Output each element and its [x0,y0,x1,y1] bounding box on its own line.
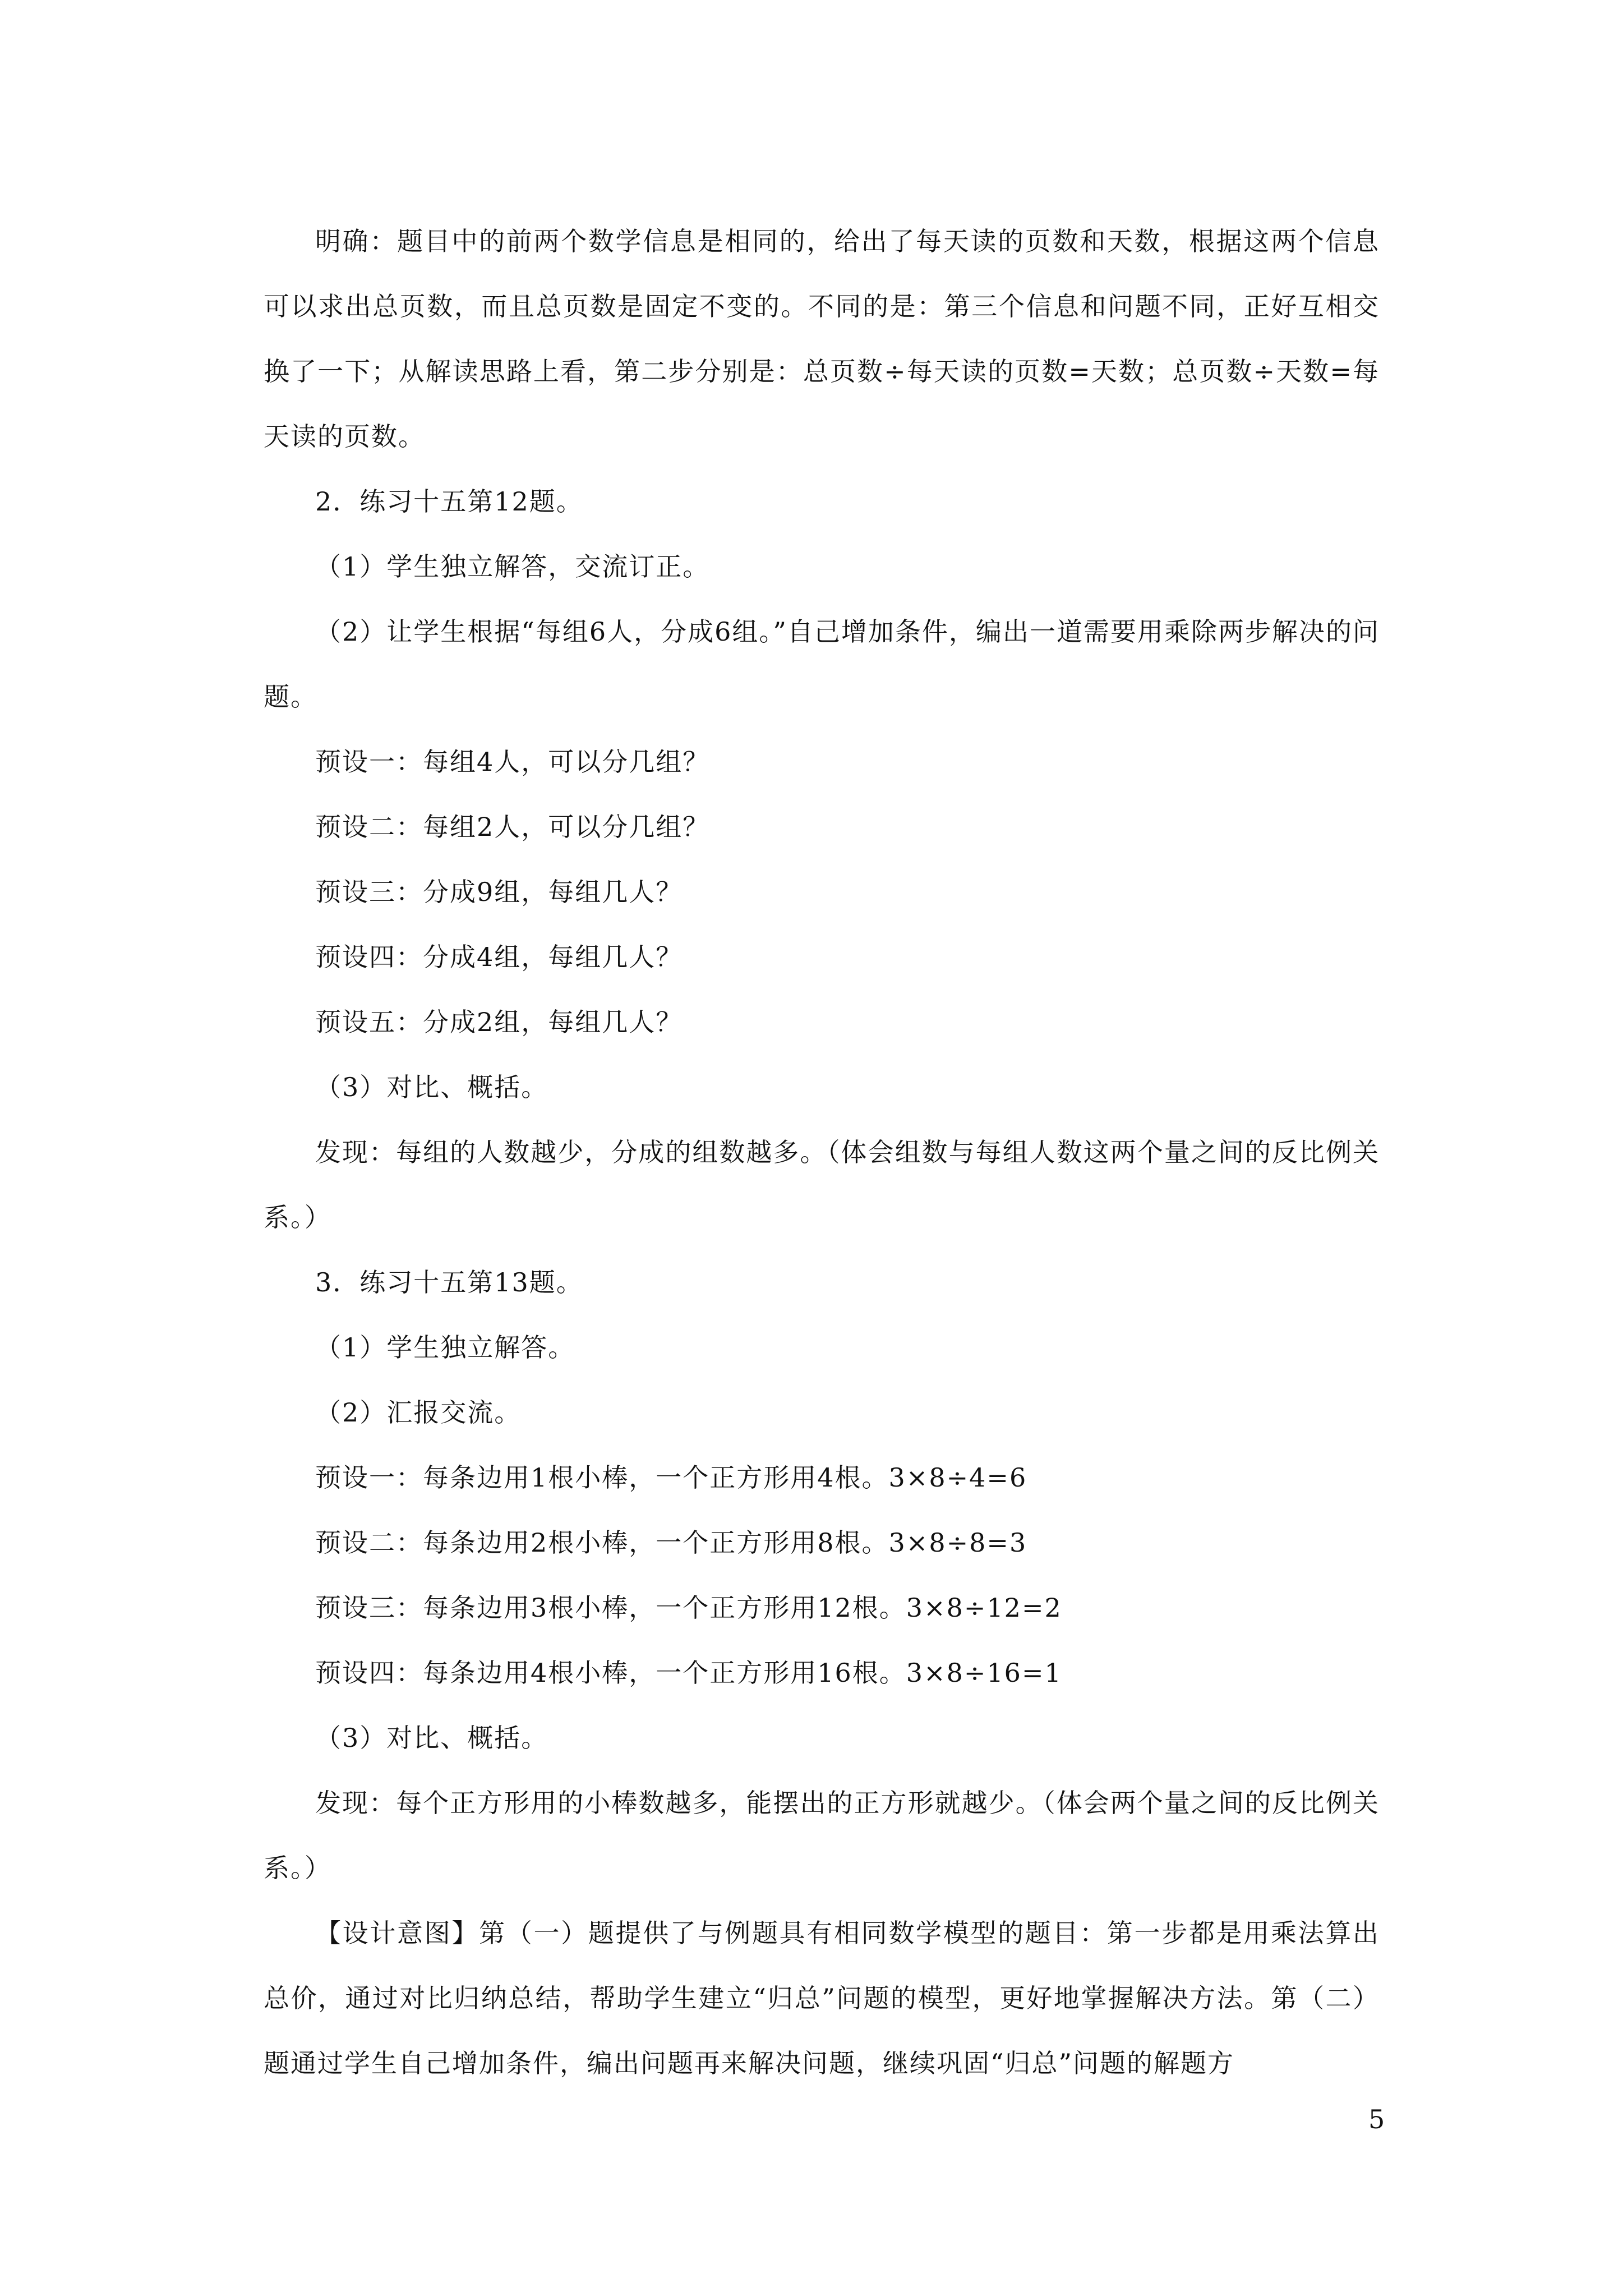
list-item: 预设三：分成9组，每组几人？ [315,877,683,907]
list-item: 预设四：分成4组，每组几人？ [315,942,683,972]
paragraph: 发现：每个正方形用的小棒数越多，能摆出的正方形就越少。（体会两个量之间的反比例关系。） [264,1788,1380,1883]
list-item: 预设四：每条边用4根小棒，一个正方形用16根。3×8÷16=1 [315,1658,1062,1688]
paragraph: 发现：每组的人数越少，分成的组数越多。（体会组数与每组人数这两个量之间的反比例关系。） [264,1137,1380,1232]
paragraph: （2）让学生根据“每组6人，分成6组。”自己增加条件，编出一道需要用乘除两步解决的问题。 [264,616,1380,712]
list-item: 预设五：分成2组，每组几人？ [315,1007,683,1037]
paragraph: （2）汇报交流。 [315,1397,522,1428]
paragraph: 明确：题目中的前两个数学信息是相同的，给出了每天读的页数和天数，根据这两个信息可以求出总页数，而且总页数是固定不变的。不同的是：第三个信息和问题不同，正好互相交换了一下；从解读思路上看，第二步分别是：总页数÷每天读的页数=天数；总页数÷天数=每天读的页数。 [264,226,1380,452]
exercise-heading: 3．练习十五第13题。 [315,1267,583,1297]
paragraph: （3）对比、概括。 [315,1723,548,1753]
list-item: 预设一：每组4人，可以分几组？ [315,747,710,777]
paragraph: （1）学生独立解答，交流订正。 [315,551,710,582]
design-intent-paragraph: 【设计意图】第（一）题提供了与例题具有相同数学模型的题目：第一步都是用乘法算出总价，通过对比归纳总结，帮助学生建立“归总”问题的模型，更好地掌握解决方法。第（二）题通过学生自己增加条件，编出问题再来解决问题，继续巩固“归总”问题的解题方 [264,1918,1380,2078]
list-item: 预设二：每条边用2根小棒，一个正方形用8根。3×8÷8=3 [315,1527,1027,1558]
exercise-heading: 2．练习十五第12题。 [315,486,583,517]
paragraph: （3）对比、概括。 [315,1072,548,1102]
page-number: 5 [1368,2104,1385,2134]
list-item: 预设二：每组2人，可以分几组？ [315,812,710,842]
page-body [264,209,1380,2096]
list-item: 预设三：每条边用3根小棒，一个正方形用12根。3×8÷12=2 [315,1593,1062,1623]
list-item: 预设一：每条边用1根小棒，一个正方形用4根。3×8÷4=6 [315,1462,1027,1493]
paragraph: （1）学生独立解答。 [315,1332,575,1363]
